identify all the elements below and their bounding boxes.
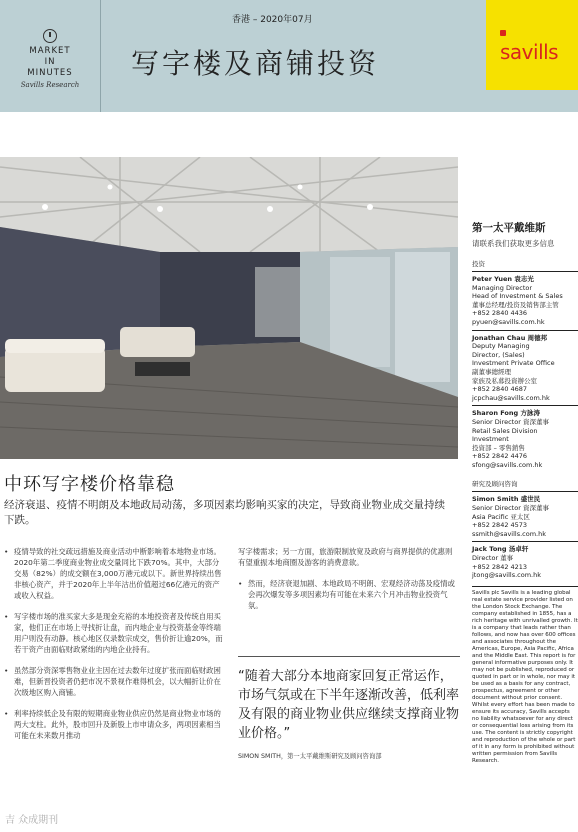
contact-detail: +852 2842 4476 bbox=[472, 452, 528, 461]
brand-line1: MARKET bbox=[29, 46, 71, 56]
contact-list-research bbox=[472, 491, 578, 579]
contact-email-link[interactable]: pyuen@savills.com.hk bbox=[472, 317, 545, 326]
clock-icon bbox=[43, 29, 57, 43]
savills-logo bbox=[486, 0, 578, 90]
contact-detail: Director 董事 bbox=[472, 554, 514, 563]
contact-detail: Deputy Managing bbox=[472, 342, 530, 351]
contact-card bbox=[472, 541, 578, 579]
logo-mark-icon bbox=[500, 30, 506, 36]
disclaimer: Savills plc Savills is a leading global real estate service provider listed on the London Stock Exchange. The company established in 1855, has a rich heritage with unrivalled growth. It is a company that leads rather than follows, and now has over 600 offices and associates throughout the Americas, Europe, Asia Pacific, Africa and the Middle East. This report is for general informative purposes only. It may not be published, reproduced or quoted in part or in whole, nor may it be used as a basis for any contract, prospectus, agreement or other document without prior consent. Whilst every effort has been made to ensure its accuracy, Savills accepts no liability whatsoever for any direct or consequential loss arising from its use. The content is strictly copyright and reproduction of the whole or part of it in any form is prohibited without written permission from Savills Research. bbox=[472, 586, 578, 765]
article-headline: 中环写字楼价格靠稳 bbox=[4, 474, 175, 495]
contact-detail: Senior Director 資深董事 bbox=[472, 504, 549, 513]
contact-detail: Senior Director 資深董事 bbox=[472, 417, 549, 426]
quote-text: “随着大部分本地商家回复正常运作，市场气氛或在下半年逐渐改善，低利率及有限的商业物业供应继续支撑商业物业价格。” bbox=[238, 669, 460, 741]
watermark: 吉 众成期刊 bbox=[5, 815, 59, 826]
sidebar-subtitle: 请联系我们获取更多信息 bbox=[472, 239, 555, 248]
page-title: 写字楼及商铺投资 bbox=[131, 47, 380, 80]
brand-line2: IN bbox=[44, 57, 56, 67]
contact-name: Sharon Fong 方詠涛 bbox=[472, 409, 540, 418]
continued-paragraph: 写字楼需求；另一方面，旅游限制放宽及政府与商界提供的优惠则有望重振本地商圈及游客的消费意欲。 bbox=[238, 547, 453, 567]
quote-attribution: SIMON SMITH，第一太平戴维斯研究及顾问咨询部 bbox=[238, 753, 382, 760]
contact-detail: +852 2840 4687 bbox=[472, 385, 528, 394]
contact-card bbox=[472, 271, 578, 327]
contact-name: Jack Tong 汤卓轩 bbox=[472, 545, 529, 554]
contact-detail: 副董事總經理 bbox=[472, 367, 511, 376]
contact-card bbox=[472, 405, 578, 469]
contact-detail: +852 2840 4436 bbox=[472, 309, 528, 318]
bullet-item: • 利率持续低企及有限的短期商业物业供应仍然是商业物业市场的两大支柱。此外，股市回升及新股上市申请众多，两项因素相当可能在未来数月推动 bbox=[4, 709, 221, 740]
contact-detail: 家族及私募投資辦公室 bbox=[472, 376, 537, 385]
contact-list-investment bbox=[472, 271, 578, 469]
location-date: 香港 – 2020年07月 bbox=[232, 15, 313, 25]
contact-detail: +852 2842 4213 bbox=[472, 562, 528, 571]
contact-detail: +852 2842 4573 bbox=[472, 521, 528, 530]
contact-card bbox=[472, 330, 578, 403]
bullet-item: • 虽然部分资深零售物业业主因在过去数年过度扩张而面临财政困难，但新晋投资者仍把市况不景视作难得机会，以大幅折让价在次级地区购入商铺。 bbox=[4, 666, 221, 697]
sidebar-title: 第一太平戴维斯 bbox=[472, 222, 546, 234]
market-in-minutes-brand bbox=[0, 0, 101, 112]
bullet-item: • 疫情导致的社交疏远措施及商业活动中断影响着本地物业市场。2020年第二季度商业物业成交量同比下跌70%。其中，大部分交易（82%）的成交额在3,000万港元或以下。新世界持续出售非核心资产，并于2020年上半年沽出价值超过66亿港元的资产或收入权益。 bbox=[4, 547, 222, 600]
pull-quote bbox=[238, 656, 460, 760]
contact-detail: Asia Pacific 亚太区 bbox=[472, 512, 530, 521]
section-investment: 投资 bbox=[472, 260, 485, 268]
contact-email-link[interactable]: jcpchau@savills.com.hk bbox=[472, 393, 550, 402]
bullet-item: • 写字楼市场的准买家大多是现金充裕的本地投资者及传统自用买家，他们正在市场上寻找折让盘，而内地企业与投资基金等终端用户则没有动静。核心地区仅录数宗成交，售价折让逾20%，而若干资产由面临财政紧绌的内地企业持有。 bbox=[4, 612, 223, 654]
contact-detail: Managing Director bbox=[472, 283, 533, 292]
contact-card bbox=[472, 491, 578, 538]
office-lobby-photo bbox=[0, 157, 458, 459]
contact-detail: Investment Private Office bbox=[472, 359, 555, 368]
contact-email-link[interactable]: ssmith@savills.com.hk bbox=[472, 529, 546, 538]
contact-detail: 董事总经理/投资及销售部主管 bbox=[472, 300, 559, 309]
contact-detail: Head of Investment & Sales bbox=[472, 292, 563, 301]
article-column-1 bbox=[4, 546, 224, 751]
article-lead: 经济衰退、疫情不明朗及本地政局动荡，多项因素均影响买家的决定，导致商业物业成交量持续下跌。 bbox=[4, 499, 445, 526]
contact-name: Jonathan Chau 周德邦 bbox=[472, 333, 548, 342]
contact-name: Peter Yuen 袁志光 bbox=[472, 275, 534, 283]
section-research: 研究及顾问咨询 bbox=[472, 480, 518, 489]
contact-detail: Investment bbox=[472, 435, 509, 444]
logo-text: savills bbox=[500, 40, 559, 64]
brand-line3: MINUTES bbox=[27, 68, 73, 78]
article-column-2 bbox=[238, 546, 456, 621]
page-header bbox=[0, 0, 578, 112]
contact-detail: Director, (Sales) bbox=[472, 350, 525, 359]
brand-sub: Savills Research bbox=[20, 81, 80, 89]
contact-sidebar bbox=[472, 220, 578, 765]
contact-detail: 投資部 – 零售銷售 bbox=[472, 443, 525, 452]
bullet-item: • 然而，经济衰退加剧、本地政局不明朗、宏观经济动荡及疫情或会再次爆发等多项因素均有可能在未来六个月冲击物业投资气氛。 bbox=[238, 579, 455, 610]
contact-email-link[interactable]: jtong@savills.com.hk bbox=[472, 571, 541, 580]
contact-email-link[interactable]: sfong@savills.com.hk bbox=[472, 460, 543, 469]
contact-name: Simon Smith 盛世民 bbox=[472, 495, 541, 504]
contact-detail: Retail Sales Division bbox=[472, 426, 538, 435]
